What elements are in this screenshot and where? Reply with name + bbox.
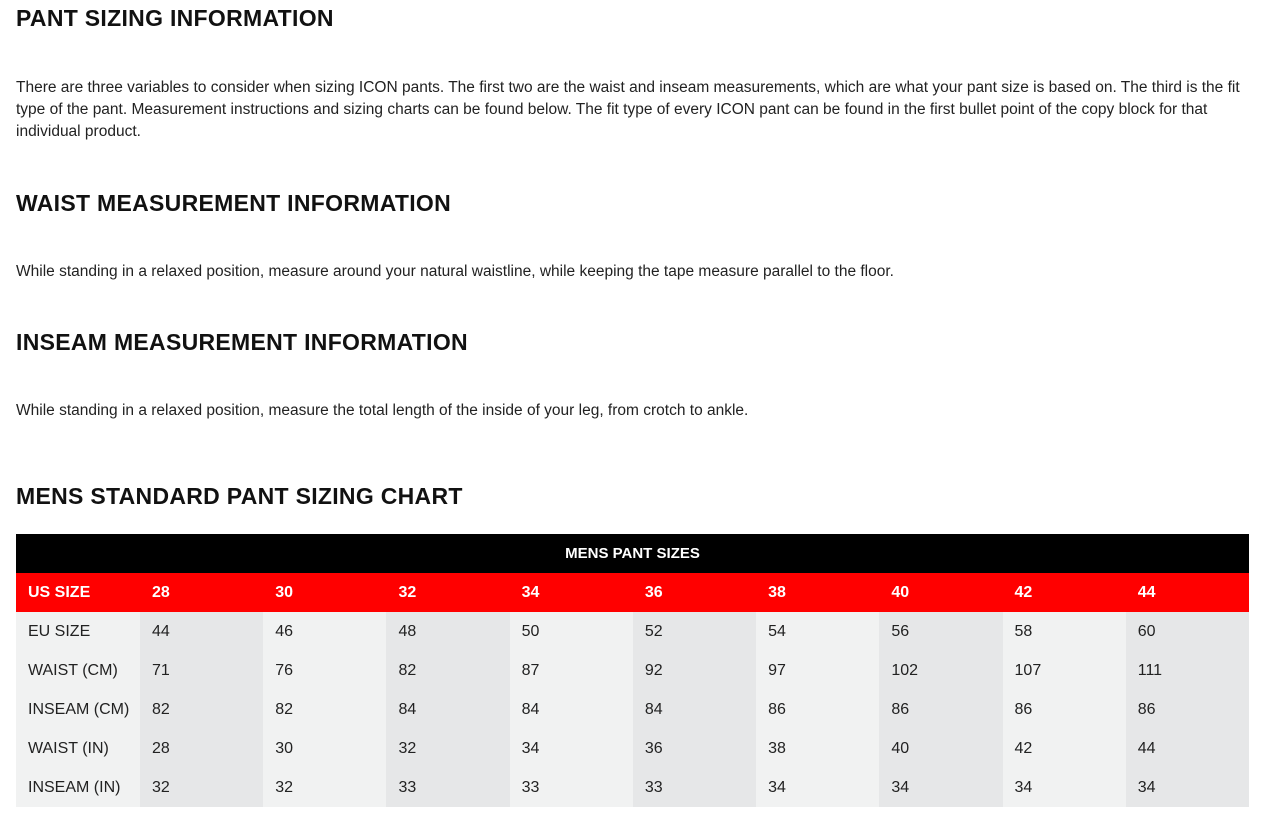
inseam-measurement-heading: INSEAM MEASUREMENT INFORMATION (16, 329, 468, 355)
table-cell: 34 (879, 768, 1002, 807)
table-cell: 32 (140, 768, 263, 807)
table-row (16, 651, 1249, 690)
table-cell: 58 (1003, 612, 1126, 651)
table-row (16, 729, 1249, 768)
table-cell: 32 (263, 768, 386, 807)
table-cell: 87 (510, 651, 633, 690)
row-label-cell: WAIST (CM) (16, 651, 140, 690)
table-cell: 82 (140, 690, 263, 729)
table-cell: 86 (756, 690, 879, 729)
row-label-cell: WAIST (IN) (16, 729, 140, 768)
header-cell-size: 40 (879, 573, 1002, 612)
table-cell: 46 (263, 612, 386, 651)
row-label-cell: EU SIZE (16, 612, 140, 651)
row-label-cell: INSEAM (IN) (16, 768, 140, 807)
table-cell: 102 (879, 651, 1002, 690)
sizing-chart-heading: MENS STANDARD PANT SIZING CHART (16, 483, 463, 509)
header-cell-size: 38 (756, 573, 879, 612)
pant-sizing-text: There are three variables to consider when sizing ICON pants. The first two are the waist and inseam measurements, which are what your pant size is based on. The third is the fit type of the pant. Measurement instructions and sizing charts can be found below. The fit type of every ICON pant can be found in the first bullet point of the copy block for that individual product. (16, 79, 1240, 140)
waist-measurement-text: While standing in a relaxed position, measure around your natural waistline, while keeping the tape measure parallel to the floor. (16, 263, 894, 280)
table-cell: 82 (386, 651, 509, 690)
table-cell: 38 (756, 729, 879, 768)
table-cell: 86 (1003, 690, 1126, 729)
table-cell: 36 (633, 729, 756, 768)
table-cell: 84 (510, 690, 633, 729)
table-cell: 34 (1126, 768, 1249, 807)
table-cell: 86 (1126, 690, 1249, 729)
table-cell: 111 (1126, 651, 1249, 690)
table-cell: 54 (756, 612, 879, 651)
table-cell: 33 (633, 768, 756, 807)
header-cell-size: 34 (510, 573, 633, 612)
row-label-cell: INSEAM (CM) (16, 690, 140, 729)
table-cell: 42 (1003, 729, 1126, 768)
header-cell-size: 30 (263, 573, 386, 612)
table-header-row (16, 573, 1249, 612)
table-cell: 44 (1126, 729, 1249, 768)
table-row (16, 690, 1249, 729)
table-cell: 33 (510, 768, 633, 807)
table-cell: 76 (263, 651, 386, 690)
table-cell: 107 (1003, 651, 1126, 690)
table-cell: 71 (140, 651, 263, 690)
table-cell: 84 (386, 690, 509, 729)
table-cell: 52 (633, 612, 756, 651)
table-cell: 32 (386, 729, 509, 768)
table-cell: 92 (633, 651, 756, 690)
table-cell: 56 (879, 612, 1002, 651)
table-cell: 33 (386, 768, 509, 807)
table-cell: 50 (510, 612, 633, 651)
table-cell: 28 (140, 729, 263, 768)
header-cell-size: 42 (1003, 573, 1126, 612)
table-cell: 34 (756, 768, 879, 807)
table-cell: 97 (756, 651, 879, 690)
table-cell: 60 (1126, 612, 1249, 651)
table-row (16, 768, 1249, 807)
table-cell: 34 (1003, 768, 1126, 807)
header-cell-label: US SIZE (16, 573, 140, 612)
table-title-row (16, 534, 1249, 573)
table-cell: 86 (879, 690, 1002, 729)
table-cell: 84 (633, 690, 756, 729)
table-cell: 40 (879, 729, 1002, 768)
table-row (16, 612, 1249, 651)
table-cell: 44 (140, 612, 263, 651)
table-cell: 30 (263, 729, 386, 768)
table-cell: 82 (263, 690, 386, 729)
pant-size-table (16, 534, 1249, 807)
table-cell: 48 (386, 612, 509, 651)
waist-measurement-heading: WAIST MEASUREMENT INFORMATION (16, 190, 452, 216)
table-title: MENS PANT SIZES (16, 534, 1249, 573)
header-cell-size: 44 (1126, 573, 1249, 612)
table-cell: 34 (510, 729, 633, 768)
header-cell-size: 36 (633, 573, 756, 612)
header-cell-size: 28 (140, 573, 263, 612)
inseam-measurement-text: While standing in a relaxed position, measure the total length of the inside of your leg, from crotch to ankle. (16, 402, 749, 419)
pant-sizing-heading: PANT SIZING INFORMATION (16, 5, 334, 31)
header-cell-size: 32 (386, 573, 509, 612)
